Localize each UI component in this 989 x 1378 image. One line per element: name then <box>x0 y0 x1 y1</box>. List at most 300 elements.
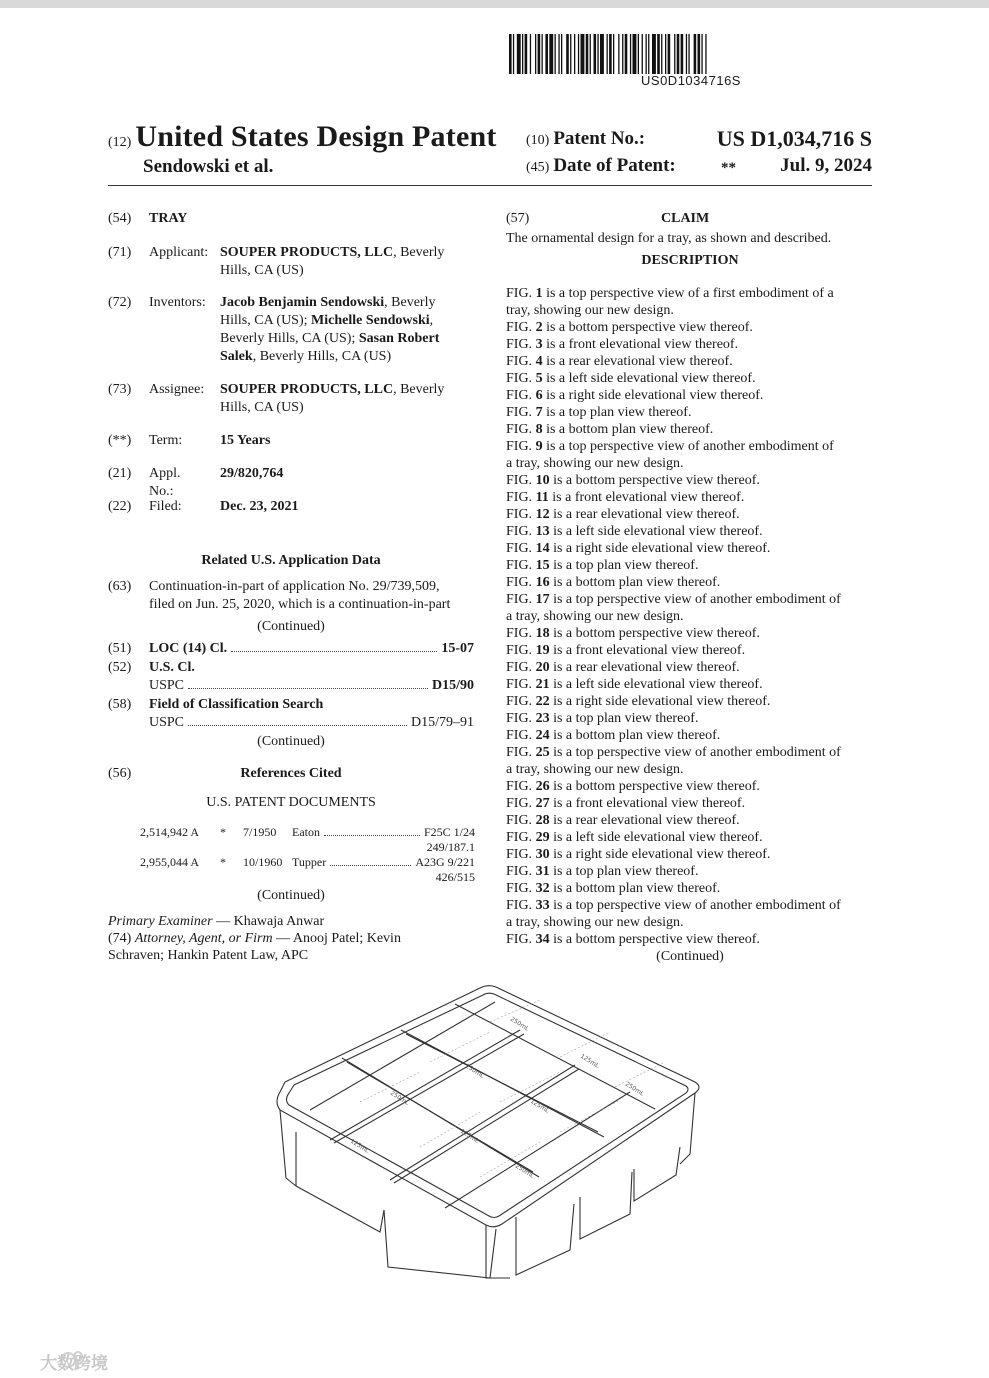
related-heading-text: Related U.S. Application Data <box>201 553 381 568</box>
patent-title-block <box>108 120 497 154</box>
fig-text: is a right side elevational view thereof. <box>549 694 771 709</box>
fig-text: is a rear elevational view thereof. <box>549 813 740 828</box>
figure-line <box>506 693 874 710</box>
field-code: (**) <box>108 433 132 448</box>
related-heading <box>108 552 474 569</box>
inventor-3: Sasan Robert <box>358 331 440 346</box>
figure-line <box>506 574 874 591</box>
fig-prefix: FIG. <box>506 898 533 913</box>
figure-line <box>506 608 874 625</box>
barcode-bar <box>522 34 523 74</box>
fig-prefix: FIG. <box>506 881 533 896</box>
design-title: TRAY <box>149 211 188 226</box>
capacity-mark: 250mL <box>623 1080 646 1098</box>
figure-line <box>506 914 874 931</box>
capacity-mark: 250mL <box>463 1062 486 1080</box>
figure-line <box>506 404 874 421</box>
figure-line <box>506 863 874 880</box>
figure-line <box>506 625 874 642</box>
fig-text: is a right side elevational view thereof. <box>542 388 764 403</box>
fig-prefix: FIG. <box>506 575 533 590</box>
examiner-block <box>108 913 488 964</box>
fig-prefix: FIG. <box>506 439 533 454</box>
fig-prefix: FIG. <box>506 558 533 573</box>
fig-text: is a left side elevational view thereof. <box>549 830 763 845</box>
barcode-bar <box>698 34 701 74</box>
fig-prefix: FIG. <box>506 864 533 879</box>
term-stars: ** <box>721 160 736 176</box>
fig-number: 16 <box>535 575 550 590</box>
fig-prefix: FIG. <box>506 643 533 658</box>
fig-text: is a top plan view thereof. <box>542 405 692 420</box>
fig-number: 23 <box>535 711 550 726</box>
fig-number: 24 <box>535 728 550 743</box>
ref-star: * <box>220 855 226 869</box>
fig-number: 25 <box>535 745 550 760</box>
fig-prefix: FIG. <box>506 286 533 301</box>
field-code: (57) <box>506 211 530 226</box>
applicant-name: SOUPER PRODUCTS, LLC <box>220 245 394 260</box>
attorney-name-2: Schraven; Hankin Patent Law, APC <box>108 948 309 963</box>
barcode-bar <box>570 34 571 74</box>
barcode-bar <box>701 34 702 74</box>
fig-prefix: FIG. <box>506 813 533 828</box>
fig-text: is a right side elevational view thereof. <box>549 541 771 556</box>
field-code: (63) <box>108 579 132 594</box>
fig-text: is a bottom perspective view thereof. <box>549 932 760 947</box>
fig-prefix: FIG. <box>506 507 533 522</box>
fig-text: is a left side elevational view thereof. <box>549 677 763 692</box>
barcode-bar <box>677 34 680 74</box>
barcode-bar <box>535 34 536 74</box>
barcode-bar <box>517 34 521 74</box>
ref-number: 2,514,942 A <box>140 825 200 839</box>
field-code: (72) <box>108 295 132 310</box>
ref-class-2: 249/187.1 <box>426 840 475 854</box>
barcode-bar <box>618 34 619 74</box>
field-label: Assignee: <box>149 382 205 397</box>
watermark-text: 大数跨境 <box>40 1354 108 1374</box>
header-rule <box>108 185 872 186</box>
barcode-bar <box>674 34 675 74</box>
capacity-mark: 125mL <box>348 1137 371 1155</box>
assignee-location: , Beverly <box>393 382 445 397</box>
figure-line <box>506 557 874 574</box>
figure-line <box>506 642 874 659</box>
barcode-bar <box>574 34 575 74</box>
attorney-name: — Anooj Patel; Kevin <box>272 931 401 946</box>
fig-text: is a top plan view thereof. <box>549 711 699 726</box>
fig-text: is a top perspective view of another embodiment of <box>549 592 841 607</box>
ref-class: A23G 9/221 <box>415 855 475 869</box>
fig-number: 5 <box>535 371 543 386</box>
barcode-bar <box>607 34 608 74</box>
code-10: (10) <box>526 133 550 148</box>
fig-prefix: FIG. <box>506 830 533 845</box>
figure-line <box>506 795 874 812</box>
fig-text: is a left side elevational view thereof. <box>549 524 763 539</box>
fig-text: is a top plan view thereof. <box>549 558 699 573</box>
field-code: (52) <box>108 660 132 675</box>
related-text: filed on Jun. 25, 2020, which is a continuation-in-part <box>149 597 451 612</box>
barcode-bar <box>555 34 556 74</box>
fig-prefix: FIG. <box>506 932 533 947</box>
figure-line <box>506 710 874 727</box>
uspc-label: USPC <box>149 715 185 730</box>
fig-number: 8 <box>535 422 543 437</box>
ref-class: F25C 1/24 <box>423 825 475 839</box>
references-subheading: U.S. PATENT DOCUMENTS <box>206 795 376 810</box>
field-label: Inventors: <box>149 295 206 310</box>
fig-prefix: FIG. <box>506 745 533 760</box>
figure-line <box>506 285 874 302</box>
fig-prefix: FIG. <box>506 847 533 862</box>
fig-text: is a front elevational view thereof. <box>549 643 746 658</box>
barcode-bar <box>600 34 604 74</box>
loc-value: 15-07 <box>441 641 474 656</box>
fig-number: 32 <box>535 881 550 896</box>
figure-line <box>506 829 874 846</box>
figure-line <box>506 778 874 795</box>
fig-number: 18 <box>535 626 550 641</box>
fig-number: 34 <box>535 932 550 947</box>
fig-prefix: FIG. <box>506 592 533 607</box>
fig-prefix: FIG. <box>506 405 533 420</box>
fig-text: is a front elevational view thereof. <box>549 796 746 811</box>
fig-text: is a bottom plan view thereof. <box>542 422 714 437</box>
fig-prefix: FIG. <box>506 677 533 692</box>
capacity-mark: 125mL <box>528 1097 551 1115</box>
fig-number: 29 <box>535 830 550 845</box>
fig-prefix: FIG. <box>506 337 533 352</box>
figure-line <box>506 370 874 387</box>
barcode-bar <box>597 34 598 74</box>
top-border <box>0 0 989 8</box>
figure-list <box>506 285 874 948</box>
fig-number: 31 <box>535 864 550 879</box>
description-heading: DESCRIPTION <box>641 253 739 268</box>
figure-line <box>506 472 874 489</box>
fig-text: is a bottom plan view thereof. <box>549 575 721 590</box>
fig-text: is a top plan view thereof. <box>549 864 699 879</box>
date-label: Date of Patent: <box>553 155 676 176</box>
primary-examiner-label: Primary Examiner <box>108 914 213 929</box>
field-code: (21) <box>108 466 132 481</box>
fig-number: 3 <box>535 337 543 352</box>
figure-line <box>506 727 874 744</box>
barcode-bar <box>558 34 559 74</box>
ref-date: 7/1950 <box>243 825 277 839</box>
fig-text: is a top perspective view of another embodiment of <box>549 745 841 760</box>
fig-number: 19 <box>535 643 550 658</box>
fig-number: 14 <box>535 541 550 556</box>
figure-line <box>506 540 874 557</box>
loc-label: LOC (14) Cl. <box>149 641 228 656</box>
figure-line <box>506 846 874 863</box>
code-12: (12) <box>108 135 132 150</box>
fig-number: 30 <box>535 847 550 862</box>
fig-text: tray, showing our new design. <box>506 303 674 318</box>
fig-text: is a rear elevational view thereof. <box>549 660 740 675</box>
filed-value: Dec. 23, 2021 <box>220 499 299 514</box>
fig-number: 9 <box>535 439 543 454</box>
fig-number: 27 <box>535 796 550 811</box>
figure-line <box>506 880 874 897</box>
inventors-short: Sendowski et al. <box>143 156 274 177</box>
barcode-bar <box>525 34 528 74</box>
barcode-bar <box>705 34 706 74</box>
figure-line <box>506 761 874 778</box>
fig-text: is a rear elevational view thereof. <box>542 354 733 369</box>
field-code: (54) <box>108 211 132 226</box>
field-search-value: D15/79–91 <box>411 715 474 730</box>
figure-line <box>506 438 874 455</box>
fig-number: 6 <box>535 388 543 403</box>
fig-prefix: FIG. <box>506 541 533 556</box>
barcode-bar <box>566 34 569 74</box>
capacity-mark: 125mL <box>458 1127 481 1145</box>
barcode-bar <box>509 34 512 74</box>
fig-number: 28 <box>535 813 550 828</box>
fig-text: is a bottom plan view thereof. <box>549 728 721 743</box>
fig-text: a tray, showing our new design. <box>506 915 684 930</box>
applicant-location: , Beverly <box>393 245 445 260</box>
barcode-bar <box>665 34 666 74</box>
figure-line <box>506 676 874 693</box>
barcode-bar <box>561 34 562 74</box>
barcode-bar <box>530 34 531 74</box>
fig-text: is a bottom perspective view thereof. <box>549 473 760 488</box>
inventor-text: Hills, CA (US); <box>220 313 312 328</box>
field-code: (73) <box>108 382 132 397</box>
barcode-bar <box>694 34 697 74</box>
barcode-bar <box>625 34 628 74</box>
fig-text: is a front elevational view thereof. <box>542 337 739 352</box>
claim-heading-row <box>506 210 874 227</box>
inventor-1: Jacob Benjamin Sendowski <box>220 295 385 310</box>
uspc-label: USPC <box>149 678 185 693</box>
fig-prefix: FIG. <box>506 473 533 488</box>
barcode-bar <box>545 34 548 74</box>
fig-prefix: FIG. <box>506 490 533 505</box>
barcode-bar <box>642 34 643 74</box>
us-cl-label: U.S. Cl. <box>149 660 195 675</box>
fig-number: 20 <box>535 660 550 675</box>
term-value: 15 Years <box>220 433 271 448</box>
figure-line <box>506 659 874 676</box>
claim-heading: CLAIM <box>661 211 710 226</box>
ref-class-2: 426/515 <box>435 870 475 884</box>
figure-line <box>506 319 874 336</box>
fig-prefix: FIG. <box>506 422 533 437</box>
barcode-bar <box>668 34 671 74</box>
barcode-bar <box>549 34 553 74</box>
references-heading: References Cited <box>240 766 342 781</box>
inventor-2: Michelle Sendowski <box>311 313 430 328</box>
barcode-bar <box>633 34 637 74</box>
field-search-label: Field of Classification Search <box>149 697 324 712</box>
figure-line <box>506 523 874 540</box>
fig-number: 1 <box>535 286 543 301</box>
field-code: (56) <box>108 766 132 781</box>
ref-star: * <box>220 825 226 839</box>
barcode <box>509 34 873 74</box>
fig-number: 11 <box>535 490 549 505</box>
barcode-bar <box>622 34 623 74</box>
tray-drawing <box>270 982 720 1282</box>
fig-number: 7 <box>535 405 543 420</box>
fig-prefix: FIG. <box>506 371 533 386</box>
fig-prefix: FIG. <box>506 660 533 675</box>
barcode-bar <box>661 34 662 74</box>
fig-number: 21 <box>535 677 550 692</box>
capacity-mark: 250mL <box>513 1162 536 1180</box>
barcode-bar <box>648 34 649 74</box>
patent-date-row <box>526 155 872 177</box>
ref-number: 2,955,044 A <box>140 855 200 869</box>
barcode-bar <box>594 34 597 74</box>
figure-line <box>506 489 874 506</box>
fig-text: is a bottom perspective view thereof. <box>549 779 760 794</box>
barcode-bar <box>513 34 514 74</box>
fig-number: 10 <box>535 473 550 488</box>
patent-number: US D1,034,716 S <box>716 126 872 151</box>
field-label: Term: <box>149 433 183 448</box>
capacity-mark: 125mL <box>578 1052 601 1070</box>
fig-prefix: FIG. <box>506 796 533 811</box>
field-label: Applicant: <box>149 245 209 260</box>
fig-prefix: FIG. <box>506 711 533 726</box>
field-code: (74) <box>108 931 132 946</box>
fig-prefix: FIG. <box>506 524 533 539</box>
us-cl-value: D15/90 <box>432 678 474 693</box>
assignee-name: SOUPER PRODUCTS, LLC <box>220 382 394 397</box>
applicant-location-2: Hills, CA (US) <box>220 263 304 278</box>
field-code: (71) <box>108 245 132 260</box>
capacity-mark: 250mL <box>508 1015 531 1033</box>
figure-line <box>506 455 874 472</box>
fig-prefix: FIG. <box>506 779 533 794</box>
patent-no-label: Patent No.: <box>553 128 646 149</box>
barcode-bar <box>581 34 585 74</box>
field-label: Filed: <box>149 499 182 514</box>
field-code: (58) <box>108 697 132 712</box>
related-continued: (Continued) <box>257 619 325 634</box>
field-code: (22) <box>108 499 132 514</box>
ref-date: 10/1960 <box>243 855 283 869</box>
patent-title: United States Design Patent <box>135 120 497 153</box>
barcode-bar <box>538 34 541 74</box>
barcode-bar <box>652 34 656 74</box>
fig-text: is a bottom perspective view thereof. <box>549 626 760 641</box>
barcode-bar <box>646 34 647 74</box>
barcode-bar <box>613 34 614 74</box>
barcode-bar <box>686 34 687 74</box>
fig-prefix: FIG. <box>506 694 533 709</box>
figure-line <box>506 353 874 370</box>
barcode-bar <box>578 34 579 74</box>
figure-line <box>506 506 874 523</box>
fig-prefix: FIG. <box>506 728 533 743</box>
claim-text: The ornamental design for a tray, as shown and described. <box>506 231 832 246</box>
fig-number: 17 <box>535 592 550 607</box>
fig-prefix: FIG. <box>506 626 533 641</box>
figure-line <box>506 744 874 761</box>
barcode-bar <box>630 34 631 74</box>
fig-text: is a left side elevational view thereof. <box>542 371 756 386</box>
fig-prefix: FIG. <box>506 320 533 335</box>
patent-date: Jul. 9, 2024 <box>780 155 872 176</box>
fig-text: is a top perspective view of a first embodiment of a <box>542 286 834 301</box>
primary-examiner-name: — Khawaja Anwar <box>212 914 325 929</box>
figure-line <box>506 421 874 438</box>
barcode-bar <box>681 34 684 74</box>
fig-number: 26 <box>535 779 550 794</box>
attorney-label: Attorney, Agent, or Firm <box>134 931 273 946</box>
fig-text: is a top perspective view of another embodiment of <box>542 439 834 454</box>
fig-number: 12 <box>535 507 550 522</box>
inventor-text: , Beverly Hills, CA (US) <box>252 349 392 364</box>
figure-line <box>506 591 874 608</box>
fig-number: 15 <box>535 558 550 573</box>
barcode-bar <box>590 34 591 74</box>
ref-name: Tupper <box>292 855 327 869</box>
fig-prefix: FIG. <box>506 388 533 403</box>
classes-continued: (Continued) <box>257 734 325 749</box>
figure-line <box>506 897 874 914</box>
fig-text: is a bottom plan view thereof. <box>549 881 721 896</box>
fig-prefix: FIG. <box>506 354 533 369</box>
figure-line <box>506 812 874 829</box>
fig-number: 22 <box>535 694 550 709</box>
ref-name: Eaton <box>292 825 320 839</box>
inventor-text: , Beverly <box>384 295 436 310</box>
fig-text: is a rear elevational view thereof. <box>549 507 740 522</box>
fig-text: a tray, showing our new design. <box>506 609 684 624</box>
appl-no-value: 29/820,764 <box>220 466 284 481</box>
references-continued: (Continued) <box>257 888 325 903</box>
fig-number: 13 <box>535 524 550 539</box>
code-45: (45) <box>526 160 550 175</box>
fig-number: 33 <box>535 898 550 913</box>
barcode-bar <box>542 34 543 74</box>
patent-number-row <box>526 128 872 150</box>
barcode-bar <box>688 34 689 74</box>
capacity-mark: 250mL <box>388 1089 411 1107</box>
figures-continued: (Continued) <box>656 949 724 964</box>
fig-number: 2 <box>535 320 543 335</box>
fig-text: is a bottom perspective view thereof. <box>542 320 753 335</box>
inventor-3-surname: Salek <box>220 349 253 364</box>
field-code: (51) <box>108 641 132 656</box>
figure-line <box>506 387 874 404</box>
fig-text: is a top perspective view of another embodiment of <box>549 898 841 913</box>
fig-text: a tray, showing our new design. <box>506 456 684 471</box>
figure-line <box>506 336 874 353</box>
related-text: Continuation-in-part of application No. 29/739,509, <box>149 579 440 594</box>
fig-text: is a front elevational view thereof. <box>548 490 745 505</box>
barcode-bar <box>657 34 660 74</box>
field-label: Appl. No.: <box>149 466 181 499</box>
fig-text: is a right side elevational view thereof. <box>549 847 771 862</box>
barcode-bar <box>638 34 639 74</box>
barcode-bar <box>586 34 589 74</box>
barcode-bar <box>609 34 612 74</box>
barcode-number: US0D1034716S <box>641 73 741 88</box>
fig-text: a tray, showing our new design. <box>506 762 684 777</box>
assignee-location-2: Hills, CA (US) <box>220 400 304 415</box>
figure-line <box>506 931 874 948</box>
